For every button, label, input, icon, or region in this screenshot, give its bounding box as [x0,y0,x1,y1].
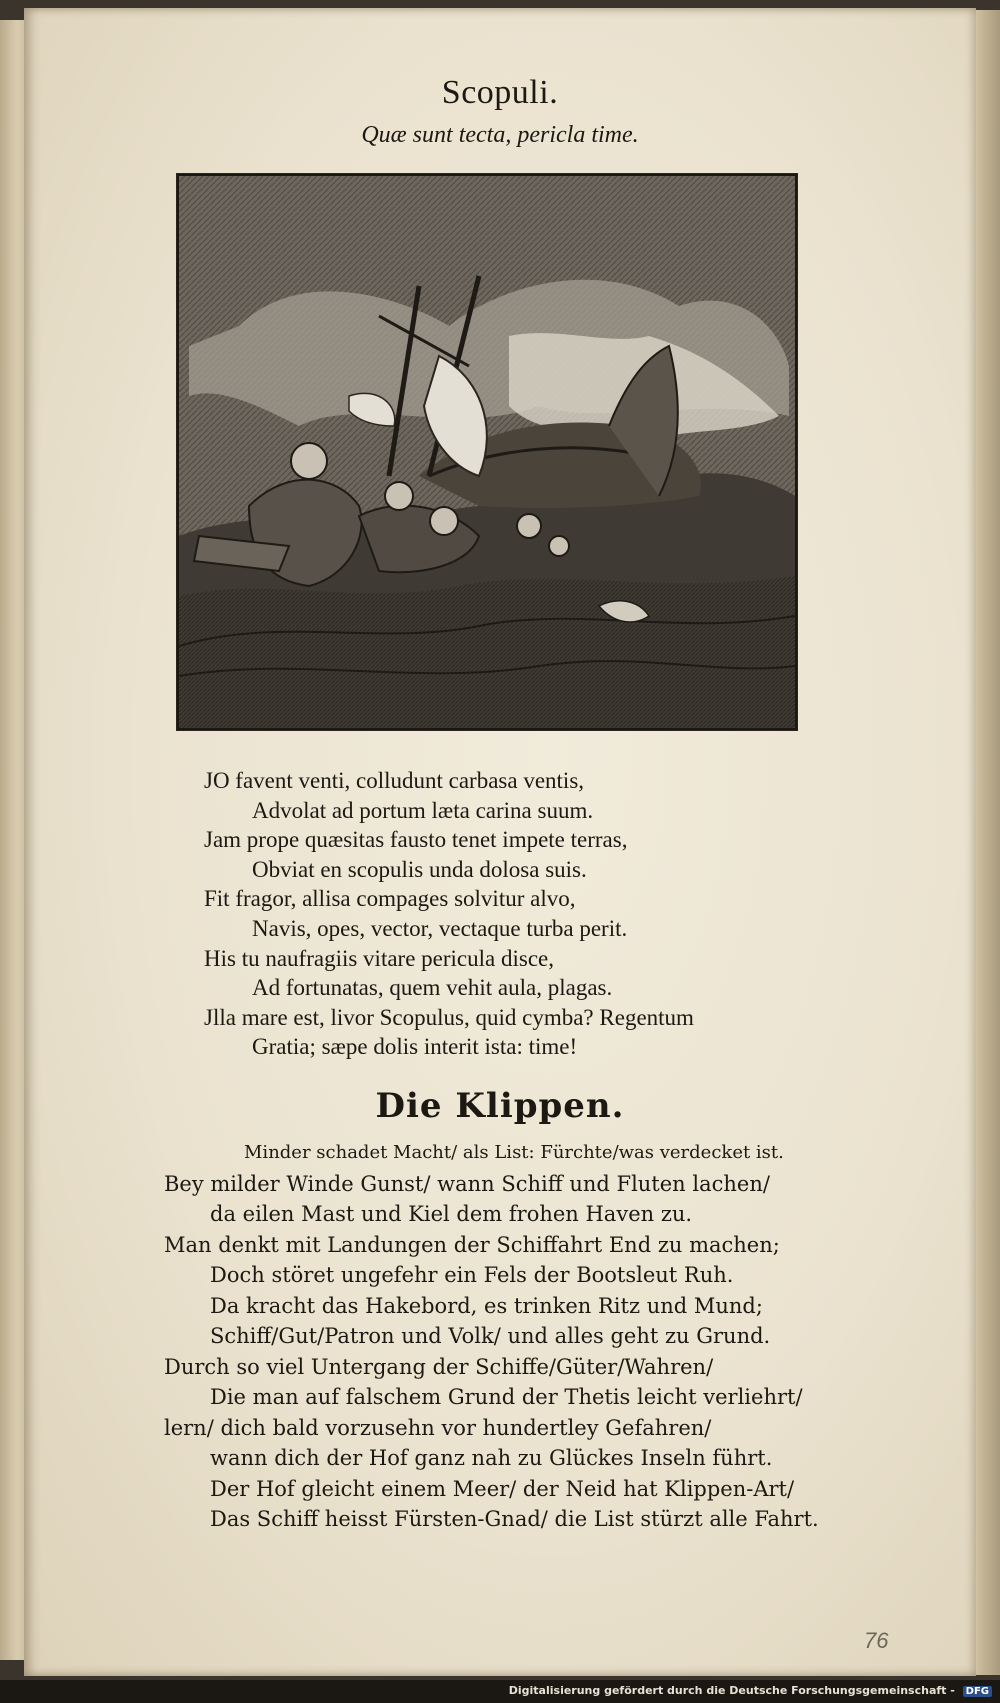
latin-line: Jlla mare est, livor Scopulus, quid cymba? Regentum [204,1004,694,1030]
german-poem [164,1138,824,1535]
footer-credit [509,1684,992,1697]
german-line: Schiff/Gut/Patron und Volk/ und alles geht zu Grund. [210,1324,771,1348]
german-line: lern/ dich bald vorzusehn vor hundertley Gefahren/ [164,1415,712,1440]
german-line: Die man auf falschem Grund der Thetis leicht verliehrt/ [210,1385,803,1409]
latin-line: Jam prope quæsitas fausto tenet impete terras, [204,827,628,853]
shipwreck-engraving-icon [177,174,797,730]
page-subtitle: Quæ sunt tecta, pericla time. [361,122,639,148]
german-line: da eilen Mast und Kiel dem frohen Haven zu. [210,1202,693,1226]
german-title: Die Klippen. [375,1086,625,1126]
latin-line: His tu naufragiis vitare pericula disce, [204,945,554,971]
page-title: Scopuli. [441,74,559,111]
latin-line: JO favent venti, colludunt carbasa ventis, [204,768,585,793]
dfg-logo: DFG [963,1686,992,1697]
german-line: Bey milder Winde Gunst/ wann Schiff und Fluten lachen/ [164,1171,770,1196]
latin-line: Obviat en scopulis unda dolosa suis. [252,856,587,882]
german-line: Das Schiff heisst Fürsten-Gnad/ die List stürzt alle Fahrt. [210,1507,819,1531]
german-line: Man denkt mit Landungen der Schiffahrt End zu machen; [164,1232,780,1257]
german-line: Da kracht das Hakebord, es trinken Ritz und Mund; [210,1293,763,1318]
footer-credit-text: Digitalisierung gefördert durch die Deutsche Forschungsgemeinschaft - [508,1684,955,1697]
german-line: Doch störet ungefehr ein Fels der Bootsleut Ruh. [210,1263,734,1287]
latin-line: Navis, opes, vector, vectaque turba perit. [252,915,628,941]
german-line: Der Hof gleicht einem Meer/ der Neid hat Klippen-Art/ [210,1476,795,1501]
latin-line: Fit fragor, allisa compages solvitur alvo, [204,886,576,912]
german-line: Durch so viel Untergang der Schiffe/Güter/Wahren/ [164,1354,714,1379]
german-motto: Minder schadet Macht/ als List: Fürchte/was verdecket ist. [244,1142,784,1163]
latin-line: Advolat ad portum læta carina suum. [252,797,594,823]
latin-line: Gratia; sæpe dolis interit ista: time! [252,1034,578,1060]
german-line: wann dich der Hof ganz nah zu Glückes Inseln führt. [210,1446,773,1470]
latin-line: Ad fortunatas, quem vehit aula, plagas. [252,975,613,1001]
right-page-edge [972,10,1000,1675]
page-number: 76 [864,1628,889,1653]
book-page [24,8,976,1676]
latin-poem [204,766,804,1062]
